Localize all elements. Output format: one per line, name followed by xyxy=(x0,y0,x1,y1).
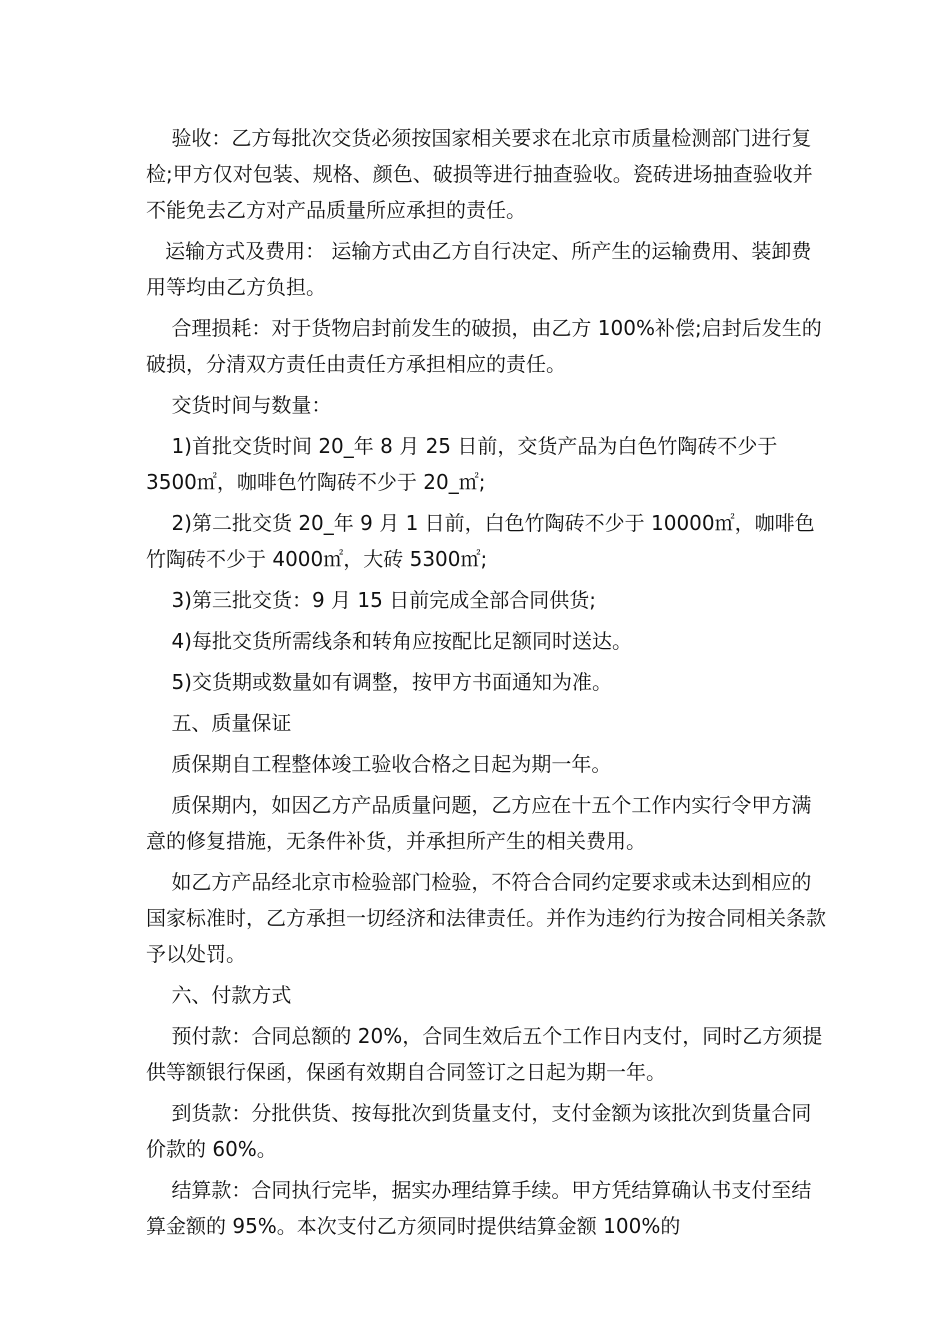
paragraph-loss: 合理损耗：对于货物启封前发生的破损，由乙方 100%补偿;启封后发生的破损，分清双方责任由责任方承担相应的责任。 xyxy=(146,316,822,376)
paragraph-delivery-4: 4)每批交货所需线条和转角应按配比足额同时送达。 xyxy=(146,629,632,653)
section-heading-quality: 五、质量保证 xyxy=(146,711,292,735)
document-body xyxy=(146,120,826,1244)
paragraph-transport: 运输方式及费用： 运输方式由乙方自行决定、所产生的运输费用、装卸费用等均由乙方负担。 xyxy=(146,239,812,299)
paragraph-acceptance: 验收：乙方每批次交货必须按国家相关要求在北京市质量检测部门进行复检;甲方仅对包装、规格、颜色、破损等进行抽查验收。瓷砖进场抽查验收并不能免去乙方对产品质量所应承担的责任。 xyxy=(146,126,813,222)
paragraph-warranty-liability: 如乙方产品经北京市检验部门检验，不符合合同约定要求或未达到相应的国家标准时，乙方承担一切经济和法律责任。并作为违约行为按合同相关条款予以处罚。 xyxy=(146,870,826,966)
paragraph-prepayment: 预付款：合同总额的 20%，合同生效后五个工作日内支付，同时乙方须提供等额银行保函，保函有效期自合同签订之日起为期一年。 xyxy=(146,1024,823,1084)
paragraph-delivery-3: 3)第三批交货：9 月 15 日前完成全部合同供货; xyxy=(146,588,596,612)
section-heading-payment: 六、付款方式 xyxy=(146,983,292,1007)
paragraph-delivery-payment: 到货款：分批供货、按每批次到货量支付，支付金额为该批次到货量合同价款的 60%。 xyxy=(146,1101,812,1161)
paragraph-delivery-5: 5)交货期或数量如有调整，按甲方书面通知为准。 xyxy=(146,670,612,694)
paragraph-delivery-1: 1)首批交货时间 20_年 8 月 25 日前，交货产品为白色竹陶砖不少于 3500㎡，咖啡色竹陶砖不少于 20_㎡; xyxy=(146,434,784,494)
paragraph-delivery-heading: 交货时间与数量： xyxy=(146,393,332,417)
paragraph-warranty-period: 质保期自工程整体竣工验收合格之日起为期一年。 xyxy=(146,752,612,776)
paragraph-settlement: 结算款：合同执行完毕，据实办理结算手续。甲方凭结算确认书支付至结算金额的 95%。本次支付乙方须同时提供结算金额 100%的 xyxy=(146,1178,812,1238)
paragraph-warranty-repair: 质保期内，如因乙方产品质量问题，乙方应在十五个工作内实行令甲方满意的修复措施，无条件补货，并承担所产生的相关费用。 xyxy=(146,793,812,853)
paragraph-delivery-2: 2)第二批交货 20_年 9 月 1 日前，白色竹陶砖不少于 10000㎡，咖啡色竹陶砖不少于 4000㎡，大砖 5300㎡; xyxy=(146,511,815,571)
